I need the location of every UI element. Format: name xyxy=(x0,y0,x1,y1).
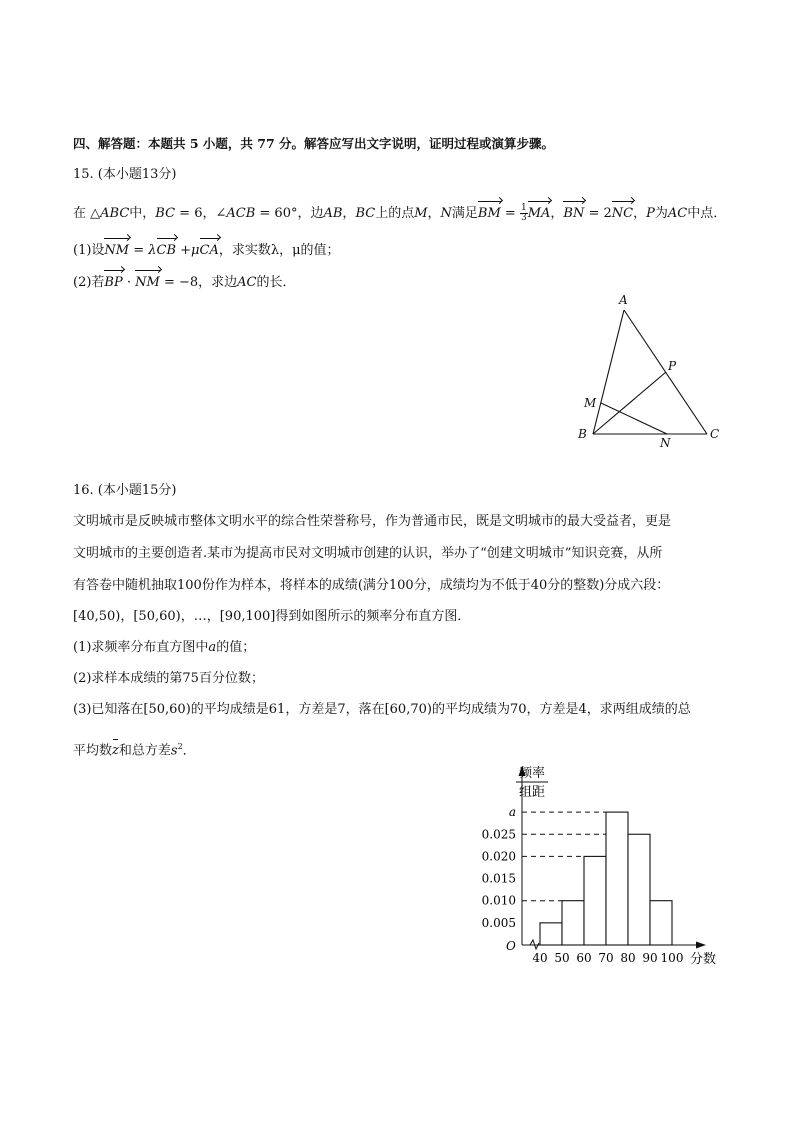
x-tick-label: 60 xyxy=(576,951,592,965)
x-label: 分数 xyxy=(690,952,717,967)
q15-text: 的长． xyxy=(256,275,296,290)
q15-text: ， xyxy=(633,206,647,221)
x-tick-label: 100 xyxy=(660,951,684,965)
q15-text: ， xyxy=(427,206,441,221)
y-tick-label: 0.005 xyxy=(481,915,516,930)
q15-text: P xyxy=(646,206,655,221)
q16-text: 平均数 xyxy=(73,743,113,759)
histogram-bar xyxy=(628,834,650,945)
q16-text: 的值； xyxy=(216,640,256,655)
q15-text: = 60°，边 xyxy=(255,206,324,221)
q15-text: (1)设 xyxy=(73,243,105,258)
q16-header: 16. (本小题15分) xyxy=(73,483,177,498)
q15-text: 中， xyxy=(129,206,156,221)
origin-label: O xyxy=(506,939,516,953)
y-tick-label: a xyxy=(508,805,516,820)
q15-text: AC xyxy=(667,206,688,221)
q15-text: 为 xyxy=(654,206,668,221)
label-N: N xyxy=(660,436,671,450)
x-tick-label: 70 xyxy=(598,951,614,965)
fraction-one-third xyxy=(520,204,528,223)
superscript: 2 xyxy=(177,742,183,751)
x-tick-label: 90 xyxy=(642,951,658,965)
y-tick-label: 0.020 xyxy=(481,849,516,864)
q15-text: BC xyxy=(155,206,176,221)
triangle-figure xyxy=(570,288,730,453)
q15-part2 xyxy=(73,268,296,292)
q15-text: = 2 xyxy=(584,206,612,221)
q15-text: = −8，求边 xyxy=(159,275,238,290)
q15-text: ，求实数λ，μ的值； xyxy=(218,243,340,258)
q15-text: ， xyxy=(550,206,564,221)
mean-z-bar: z xyxy=(112,743,119,759)
q15-text: = xyxy=(500,206,520,221)
q15-stem xyxy=(73,199,726,223)
q16-text: a xyxy=(208,640,217,655)
y-label-bottom: 组距 xyxy=(518,785,546,800)
label-P: P xyxy=(668,359,677,373)
vector-CB: CB xyxy=(157,236,177,260)
q16-paragraph-line: 文明城市是反映城市整体文明水平的综合性荣誉称号，作为普通市民，既是文明城市的最大受益者，更是 xyxy=(73,514,672,529)
y-tick-label: 0.015 xyxy=(481,871,516,886)
q15-text: BC xyxy=(355,206,376,221)
side-AB xyxy=(593,310,624,434)
q16-text: s xyxy=(170,743,178,759)
vector-MA: MA xyxy=(528,199,551,223)
q16-paragraph-line: [40,50)，[50,60)，…，[90,100]得到如图所示的频率分布直方图． xyxy=(73,609,471,624)
label-A: A xyxy=(619,293,628,307)
x-axis-arrow xyxy=(696,942,706,949)
q15-text: AC xyxy=(237,275,257,290)
fraction-denominator: 3 xyxy=(520,213,527,223)
q15-text: 在 △ xyxy=(73,206,101,221)
histogram-bar xyxy=(584,856,606,945)
x-tick-label: 50 xyxy=(554,951,570,965)
q16-part3: (3)已知落在[50,60)的平均成绩是61，方差是7，落在[60,70)的平均成绩为70，方差是4，求两组成绩的总 xyxy=(73,702,691,717)
q16-part3-cont xyxy=(73,738,196,760)
histogram-bar xyxy=(540,923,562,945)
q16-text: (1)求频率分布直方图中 xyxy=(73,640,209,655)
q15-text: 上的点 xyxy=(375,206,415,221)
vector-NC: NC xyxy=(612,199,633,223)
q15-text: · xyxy=(122,275,136,290)
vector-BM: BM xyxy=(478,199,501,223)
q16-text: 和总方差 xyxy=(118,743,171,759)
q15-text: ABC xyxy=(100,206,130,221)
q15-text: = 6，∠ xyxy=(175,206,227,221)
histogram-bar xyxy=(562,901,584,945)
frequency-histogram xyxy=(470,760,730,975)
q16-text: ． xyxy=(182,743,196,759)
label-M: M xyxy=(584,396,597,410)
q15-text: = λ xyxy=(129,243,157,258)
q15-text: ， xyxy=(342,206,356,221)
histogram-bar xyxy=(650,901,672,945)
y-tick-label: 0.010 xyxy=(481,893,516,908)
q15-text: 中点． xyxy=(687,206,727,221)
x-tick-label: 80 xyxy=(620,951,636,965)
histogram-bar xyxy=(606,812,628,945)
q16-paragraph-line: 有答卷中随机抽取100份作为样本，将样本的成绩(满分100分，成绩均为不低于40分的整数)分成六段： xyxy=(73,578,670,593)
label-B: B xyxy=(578,427,587,441)
label-C: C xyxy=(710,427,720,441)
q15-text: (2)若 xyxy=(73,275,105,290)
q15-text: M xyxy=(414,206,428,221)
q16-part1 xyxy=(73,639,255,657)
q15-header: 15. (本小题13分) xyxy=(73,167,177,182)
x-tick-label: 40 xyxy=(532,951,548,965)
q16-paragraph-line: 文明城市的主要创造者.某市为提高市民对文明城市创建的认识，举办了“创建文明城市”知识竞赛，从所 xyxy=(73,546,663,561)
vector-BP: BP xyxy=(104,268,122,292)
q16-part2: (2)求样本成绩的第75百分位数； xyxy=(73,671,264,686)
fraction-numerator: 1 xyxy=(520,203,527,213)
y-tick-label: 0.025 xyxy=(481,827,516,842)
q15-text: +μ xyxy=(176,243,200,258)
section-title: 四、解答题：本题共 5 小题，共 77 分。解答应写出文字说明，证明过程或演算步骤。 xyxy=(73,136,555,151)
vector-NM: NM xyxy=(135,268,160,292)
q15-part1 xyxy=(73,236,340,260)
segment-BP xyxy=(593,372,666,434)
q15-text: N xyxy=(440,206,452,221)
q15-text: ACB xyxy=(226,206,256,221)
vector-NM: NM xyxy=(104,236,129,260)
q15-text: AB xyxy=(323,206,343,221)
y-label-top: 频率 xyxy=(518,766,546,781)
vector-CA: CA xyxy=(200,236,219,260)
vector-BN: BN xyxy=(563,199,584,223)
q15-text: 满足 xyxy=(451,206,478,221)
